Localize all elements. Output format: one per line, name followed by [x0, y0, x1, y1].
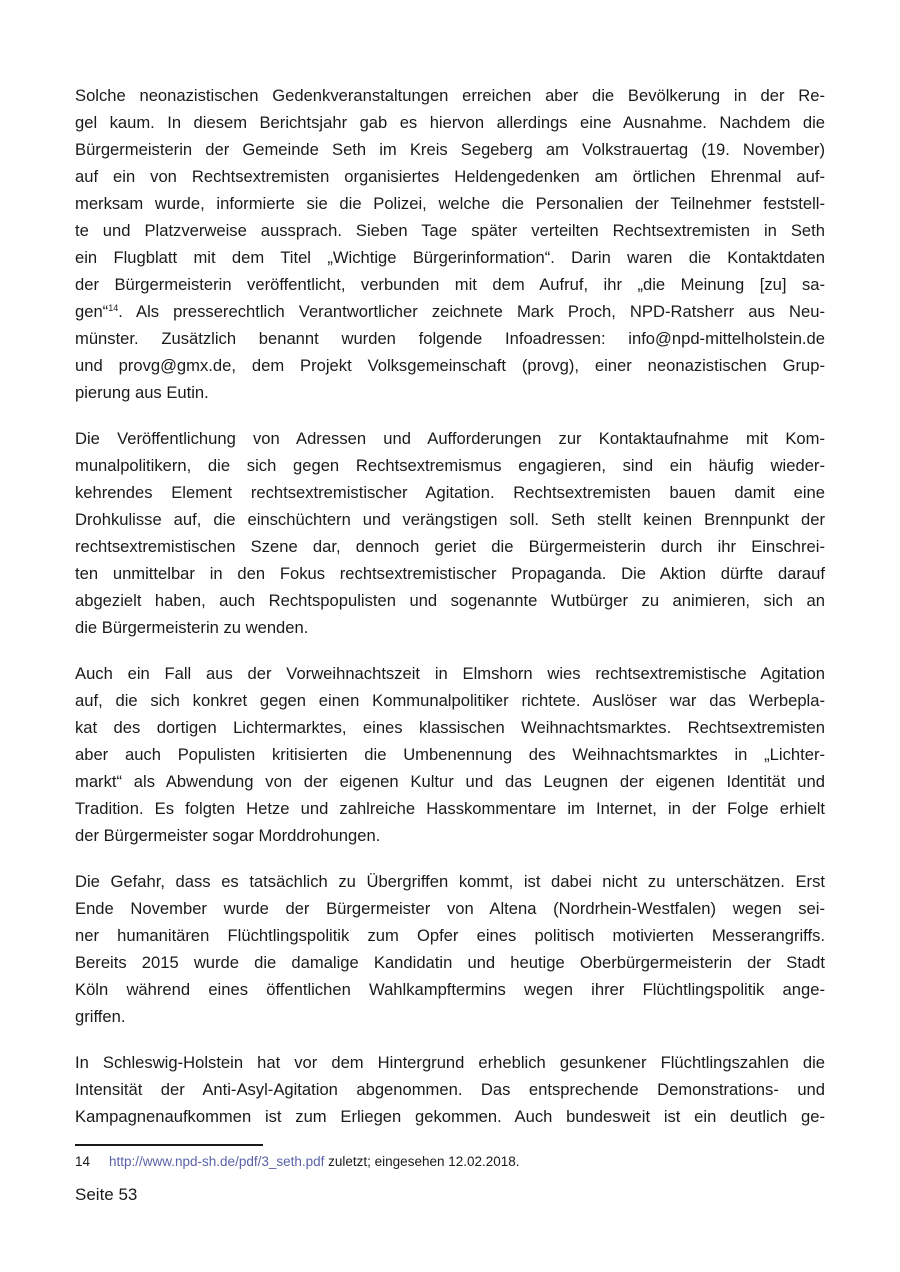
text-line: griffen. [75, 1007, 126, 1026]
text-line: In Schleswig-Holstein hat vor dem Hintergrund erheblich gesunkener Flüchtlingszahlen die [75, 1053, 825, 1072]
text-line: Die Veröffentlichung von Adressen und Aufforderungen zur Kontaktaufnahme mit Kom- [75, 429, 825, 448]
paragraph [75, 82, 825, 406]
text-line: rechtsextremistischen Szene dar, dennoch geriet die Bürgermeisterin durch ihr Einschrei- [75, 537, 825, 556]
text-line: Auch ein Fall aus der Vorweihnachtszeit in Elmshorn wies rechtsextremistische Agitation [75, 664, 825, 683]
text-line: Bereits 2015 wurde die damalige Kandidatin und heutige Oberbürgermeisterin der Stadt [75, 953, 825, 972]
text-line: kat des dortigen Lichtermarktes, eines klassischen Weihnachtsmarktes. Rechtsextremisten [75, 718, 825, 737]
text-line: Ende November wurde der Bürgermeister von Altena (Nordrhein-Westfalen) wegen sei- [75, 899, 825, 918]
page-number: Seite 53 [75, 1185, 138, 1204]
body-text [75, 82, 825, 1149]
text-line: der Bürgermeister sogar Morddrohungen. [75, 826, 381, 845]
text-line: ein Flugblatt mit dem Titel „Wichtige Bürgerinformation“. Darin waren die Kontaktdaten [75, 248, 825, 267]
text-line [75, 298, 825, 325]
text-line: Drohkulisse auf, die einschüchtern und verängstigen soll. Seth stellt keinen Brennpunkt der [75, 510, 825, 529]
text-line: Intensität der Anti-Asyl-Agitation abgenommen. Das entsprechende Demonstrations- und [75, 1080, 825, 1099]
text-line: auf, die sich konkret gegen einen Kommunalpolitiker richtete. Auslöser war das Werbepla- [75, 691, 825, 710]
text-line: Bürgermeisterin der Gemeinde Seth im Kreis Segeberg am Volkstrauertag (19. November) [75, 140, 825, 159]
text-line: markt“ als Abwendung von der eigenen Kultur und das Leugnen der eigenen Identität und [75, 772, 825, 791]
text-line: Die Gefahr, dass es tatsächlich zu Übergriffen kommt, ist dabei nicht zu unterschätzen. Erst [75, 872, 825, 891]
text-line: auf ein von Rechtsextremisten organisiertes Heldengedenken am örtlichen Ehrenmal auf- [75, 167, 825, 186]
text-line: ner humanitären Flüchtlingspolitik zum Opfer eines politisch motivierten Messerangriffs. [75, 926, 825, 945]
footnote-link[interactable]: http://www.npd-sh.de/pdf/3_seth.pdf [109, 1154, 325, 1169]
paragraph [75, 660, 825, 849]
text-line: gel kaum. In diesem Berichtsjahr gab es hiervon allerdings eine Ausnahme. Nachdem die [75, 113, 825, 132]
footnote [75, 1154, 520, 1169]
text-line: pierung aus Eutin. [75, 383, 209, 402]
paragraph [75, 1049, 825, 1130]
text-line: aber auch Populisten kritisierten die Umbenennung des Weihnachtsmarktes in „Lichter- [75, 745, 825, 764]
text-line: Tradition. Es folgten Hetze und zahlreiche Hasskommentare im Internet, in der Folge erhielt [75, 799, 825, 818]
text-line: der Bürgermeisterin veröffentlicht, verbunden mit dem Aufruf, ihr „die Meinung [zu] sa- [75, 275, 825, 294]
footnote-reference[interactable]: 14 [108, 303, 119, 313]
footnote-text: zuletzt; eingesehen 12.02.2018. [324, 1154, 520, 1169]
text-line: te und Platzverweise aussprach. Sieben Tage später verteilten Rechtsextremisten in Seth [75, 221, 825, 240]
text-line: münster. Zusätzlich benannt wurden folgende Infoadressen: info@npd-mittelholstein.de [75, 329, 825, 348]
footnote-divider [75, 1144, 263, 1146]
text-line: abgezielt haben, auch Rechtspopulisten und sogenannte Wutbürger zu animieren, sich an [75, 591, 825, 610]
text-line: kehrendes Element rechtsextremistischer Agitation. Rechtsextremisten bauen damit eine [75, 483, 825, 502]
text-line: munalpolitikern, die sich gegen Rechtsextremismus engagieren, sind ein häufig wieder- [75, 456, 825, 475]
text-line: merksam wurde, informierte sie die Polizei, welche die Personalien der Teilnehmer feststell- [75, 194, 825, 213]
paragraph [75, 425, 825, 641]
text-line: Kampagnenaufkommen ist zum Erliegen gekommen. Auch bundesweit ist ein deutlich ge- [75, 1107, 825, 1126]
text-line: und provg@gmx.de, dem Projekt Volksgemeinschaft (provg), einer neonazistischen Grup- [75, 356, 825, 375]
text-fragment: gen“ [75, 302, 109, 321]
text-fragment: . Als presserechtlich Verantwortlicher zeichnete Mark Proch, NPD-Ratsherr aus Neu- [118, 302, 825, 321]
footnote-number: 14 [75, 1154, 91, 1169]
text-line: ten unmittelbar in den Fokus rechtsextremistischer Propaganda. Die Aktion dürfte darauf [75, 564, 825, 583]
text-line: die Bürgermeisterin zu wenden. [75, 618, 309, 637]
paragraph [75, 868, 825, 1030]
text-line: Köln während eines öffentlichen Wahlkampftermins wegen ihrer Flüchtlingspolitik ange- [75, 980, 825, 999]
text-line: Solche neonazistischen Gedenkveranstaltungen erreichen aber die Bevölkerung in der Re- [75, 86, 825, 105]
